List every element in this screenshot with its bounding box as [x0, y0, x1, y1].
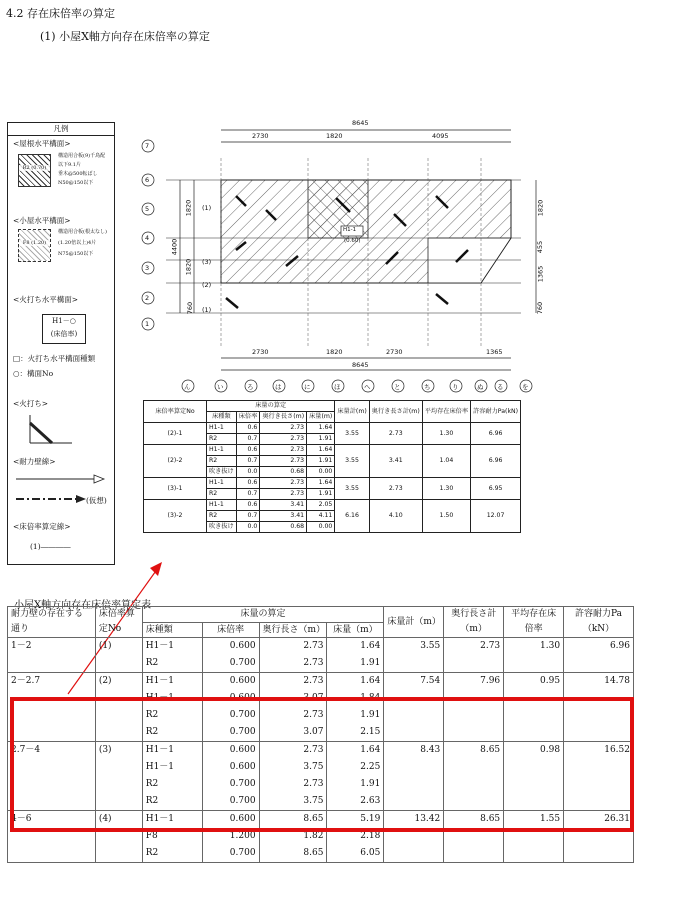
small-cell: 0.68: [260, 522, 307, 533]
big-sub-rate: 床倍率: [202, 622, 259, 638]
big-cell: 2.18: [327, 828, 384, 845]
left-total-dim: 4400: [170, 238, 179, 256]
big-table-caption: 小屋X軸方向存在床倍率算定表: [14, 600, 152, 611]
big-cell: 0.700: [202, 655, 259, 673]
small-cell: 3.55: [335, 478, 369, 500]
roof-hatch-swatch: [18, 154, 51, 187]
right-dim-4: 760: [536, 301, 545, 315]
plan-h-tag-val: (0.60): [344, 238, 361, 244]
big-cell: 16.52: [564, 742, 634, 760]
line-label-2: (2): [202, 281, 212, 289]
small-cell: 0.0: [236, 467, 260, 478]
col-marker-ro: ろ: [247, 383, 254, 391]
small-head-avg: 平均存在床倍率: [422, 401, 470, 423]
roof-spec-3: 垂木@500転ばし: [58, 171, 98, 177]
big-cell: 2.73: [444, 638, 504, 656]
col-marker-ha: は: [275, 383, 282, 391]
table-row: [8, 673, 634, 691]
bottom-dim-2: 1820: [326, 348, 343, 356]
small-cell: 3.41: [260, 511, 307, 522]
virtual-label: (仮想): [86, 496, 107, 505]
subsection-title: (1) 小屋X軸方向存在床倍率の算定: [40, 30, 210, 43]
big-cell: 0.700: [202, 793, 259, 811]
big-cell: H1－1: [142, 759, 202, 776]
small-cell: 4.11: [307, 511, 335, 522]
big-cell: 4－6: [8, 811, 96, 829]
big-cell: 14.78: [564, 673, 634, 691]
big-cell: [95, 655, 142, 673]
big-cell: 2.73: [259, 638, 327, 656]
big-cell: 1.55: [504, 811, 564, 829]
small-cell: 1.64: [307, 478, 335, 489]
table-row: [8, 845, 634, 863]
big-cell: 1.82: [259, 828, 327, 845]
small-cell: H1-1: [207, 478, 237, 489]
legend-roof-label: <屋根水平構面>: [13, 139, 71, 148]
left-dim-1: 1820: [184, 199, 193, 217]
bottom-dim-1: 2730: [252, 348, 269, 356]
big-cell: [95, 845, 142, 863]
line-label-3: (3): [202, 258, 212, 266]
col-marker-ho: ほ: [334, 383, 341, 391]
big-cell: 26.31: [564, 811, 634, 829]
big-cell: R2: [142, 845, 202, 863]
attic-spec-3: N75@150以下: [58, 251, 94, 257]
big-cell: 1.200: [202, 828, 259, 845]
table-row: [8, 638, 634, 656]
hiuchi-icon: [26, 413, 76, 447]
big-cell: R2: [142, 724, 202, 742]
small-cell: 1.64: [307, 423, 335, 434]
line-label-1: (1): [202, 204, 212, 212]
attic-hatch-swatch: [18, 229, 51, 262]
legend-box: [7, 122, 115, 565]
small-group-3-2: [144, 500, 521, 533]
big-cell: 0.600: [202, 673, 259, 691]
big-cell: 2.73: [259, 673, 327, 691]
col-marker-n: ん: [184, 383, 191, 391]
big-cell: 2.73: [259, 655, 327, 673]
legend-title: 凡例: [8, 123, 114, 136]
small-cell: 3.41: [260, 500, 307, 511]
big-cell: 6.05: [327, 845, 384, 863]
big-cell: 5.19: [327, 811, 384, 829]
legend-line-label: <床倍率算定線>: [13, 522, 71, 531]
big-cell: [8, 655, 96, 673]
big-cell: 1.64: [327, 638, 384, 656]
big-cell: 0.600: [202, 638, 259, 656]
small-sub-amount: 床量(m): [307, 412, 335, 423]
small-cell: 0.7: [236, 489, 260, 500]
small-cell: 4.10: [369, 500, 422, 533]
big-cell: 1.91: [327, 707, 384, 724]
fire-note-1: □：火打ち水平構面種類: [13, 354, 96, 363]
small-cell: 2.73: [369, 423, 422, 445]
big-cell: (4): [95, 811, 142, 829]
small-cell: 3.55: [335, 423, 369, 445]
big-head-no: 床倍率算定No: [95, 607, 142, 638]
big-cell: 8.65: [444, 742, 504, 760]
big-cell: [8, 845, 96, 863]
small-cell: 0.6: [236, 423, 260, 434]
small-cell: R2: [207, 456, 237, 467]
big-cell: 1.30: [504, 638, 564, 656]
fire-note-2: ○：構面No: [13, 369, 54, 378]
big-cell: 0.600: [202, 759, 259, 776]
big-head-sum: 床量計（m）: [384, 607, 444, 638]
big-cell: R2: [142, 776, 202, 793]
big-cell: [384, 845, 444, 863]
legend-line-sample: (1)――――: [30, 542, 71, 551]
col-marker-to: と: [394, 383, 401, 391]
floor-plan-labels: [136, 118, 566, 398]
small-cell: R2: [207, 489, 237, 500]
legend-hiuchi-label: <火打ち>: [13, 399, 49, 408]
top-dim-2: 1820: [326, 132, 343, 140]
legend-wall-label: <耐力壁線>: [13, 457, 56, 466]
big-cell: 1.84: [327, 690, 384, 707]
small-cell: (2)-1: [144, 423, 207, 445]
small-cell: 0.7: [236, 456, 260, 467]
big-cell: 2.25: [327, 759, 384, 776]
big-cell: [384, 655, 444, 673]
big-cell: 1.91: [327, 655, 384, 673]
big-cell: 0.700: [202, 724, 259, 742]
big-head-depth: 奥行長さ計（m）: [444, 607, 504, 638]
roof-spec-1: 構造用合板(9)千鳥配: [58, 153, 106, 159]
big-cell: 3.07: [259, 690, 327, 707]
big-cell: 0.95: [504, 673, 564, 691]
big-cell: 7.54: [384, 673, 444, 691]
big-cell: H1－1: [142, 638, 202, 656]
big-cell: 0.700: [202, 845, 259, 863]
small-cell: 1.04: [422, 445, 470, 478]
top-dim-3: 4095: [432, 132, 449, 140]
col-marker-wo: を: [522, 383, 529, 391]
right-dim-3: 1365: [536, 265, 545, 283]
row-marker-7: 7: [145, 142, 150, 150]
big-head-amount: 床量の算定: [142, 607, 384, 623]
big-cell: R2: [142, 655, 202, 673]
small-cell: 吹き抜け: [207, 522, 237, 533]
right-dim-2: 455: [536, 240, 545, 254]
roof-spec-2: 以下9.1片: [58, 162, 81, 168]
big-sub-amount: 床量（m）: [327, 622, 384, 638]
row-marker-1: 1: [145, 320, 150, 328]
attic-spec-2: (1.20倍以上)4片: [58, 240, 97, 246]
small-cell: 6.96: [471, 423, 521, 445]
small-cell: 0.6: [236, 445, 260, 456]
small-cell: 0.00: [307, 522, 335, 533]
legend-attic-label: <小屋水平構面>: [13, 216, 71, 225]
big-cell: 0.600: [202, 811, 259, 829]
small-cell: 6.96: [471, 445, 521, 478]
roof-spec-4: N50@150以下: [58, 180, 94, 186]
big-cell: 2.63: [327, 793, 384, 811]
small-cell: 1.64: [307, 445, 335, 456]
h-tag-box-text: H1－○: [52, 317, 76, 325]
big-cell: H1－1: [142, 811, 202, 829]
small-group-2-1: [144, 423, 521, 445]
small-cell: 3.41: [369, 445, 422, 478]
big-cell: 8.43: [384, 742, 444, 760]
big-cell: 2.73: [259, 707, 327, 724]
small-calc-table: [143, 400, 521, 533]
small-cell: 2.73: [260, 423, 307, 434]
plan-h-tag: H1-1: [343, 227, 357, 233]
big-cell: (1): [95, 638, 142, 656]
small-cell: 6.95: [471, 478, 521, 500]
big-cell: 1.91: [327, 776, 384, 793]
small-head-depth: 奥行き長さ計(m): [369, 401, 422, 423]
big-cell: [504, 845, 564, 863]
small-cell: 3.55: [335, 445, 369, 478]
small-cell: 2.05: [307, 500, 335, 511]
row-marker-2: 2: [145, 294, 150, 302]
big-cell: R2: [142, 707, 202, 724]
small-cell: R2: [207, 434, 237, 445]
big-cell: (3): [95, 742, 142, 760]
small-cell: 0.00: [307, 467, 335, 478]
small-cell: 2.73: [260, 434, 307, 445]
big-cell: 2.73: [259, 776, 327, 793]
row-marker-4: 4: [145, 234, 150, 242]
small-group-3-1: [144, 478, 521, 500]
attic-swatch-label: F8 (1.20): [19, 240, 50, 246]
big-cell: 3.55: [384, 638, 444, 656]
small-cell: H1-1: [207, 445, 237, 456]
big-cell: 2.15: [327, 724, 384, 742]
big-cell: 3.75: [259, 793, 327, 811]
col-marker-ni: に: [304, 383, 311, 391]
row-marker-6: 6: [145, 176, 150, 184]
left-dim-3: 760: [186, 301, 195, 315]
big-cell: H1－1: [142, 673, 202, 691]
big-cell: 0.700: [202, 707, 259, 724]
small-cell: 吹き抜け: [207, 467, 237, 478]
big-cell: [564, 655, 634, 673]
big-cell: 2.73: [259, 742, 327, 760]
row-marker-5: 5: [145, 205, 150, 213]
small-cell: 2.73: [260, 445, 307, 456]
top-total-dim: 8645: [352, 119, 369, 127]
big-cell: F8: [142, 828, 202, 845]
small-cell: 0.6: [236, 500, 260, 511]
bottom-dim-3: 2730: [386, 348, 403, 356]
small-cell: 0.68: [260, 467, 307, 478]
red-highlight-box: [10, 697, 634, 832]
bottom-dim-4: 1365: [486, 348, 503, 356]
small-cell: (2)-2: [144, 445, 207, 478]
big-cell: 0.98: [504, 742, 564, 760]
big-cell: [504, 655, 564, 673]
small-cell: 1.30: [422, 478, 470, 500]
top-dim-1: 2730: [252, 132, 269, 140]
big-cell: 8.65: [259, 811, 327, 829]
small-sub-depth: 奥行き長さ(m): [260, 412, 307, 423]
small-cell: 1.91: [307, 489, 335, 500]
small-cell: 1.50: [422, 500, 470, 533]
small-cell: 0.0: [236, 522, 260, 533]
small-head-sum: 床量計(m): [335, 401, 369, 423]
big-cell: 2.7－4: [8, 742, 96, 760]
line-label-1b: (1): [202, 306, 212, 314]
right-dim-1: 1820: [536, 199, 545, 217]
small-head-pa: 許容耐力Pa(kN): [471, 401, 521, 423]
attic-spec-1: 構造用合板(根太なし): [58, 229, 107, 235]
big-cell: 1.64: [327, 742, 384, 760]
big-cell: 2－2.7: [8, 673, 96, 691]
col-marker-ru: る: [497, 383, 504, 391]
col-marker-he: へ: [364, 383, 371, 391]
col-marker-ri: り: [452, 383, 459, 391]
big-cell: [444, 845, 504, 863]
small-sub-rate: 床倍率: [236, 412, 260, 423]
col-marker-chi: ち: [424, 383, 431, 391]
small-cell: 2.73: [369, 478, 422, 500]
small-head-no: 床倍率算定No: [144, 401, 207, 423]
small-cell: 0.7: [236, 511, 260, 522]
row-marker-3: 3: [145, 264, 150, 272]
bottom-total-dim: 8645: [352, 361, 369, 369]
h-tag-box: [42, 314, 86, 344]
small-cell: 2.73: [260, 489, 307, 500]
big-cell: [564, 845, 634, 863]
big-cell: 8.65: [259, 845, 327, 863]
big-cell: 7.96: [444, 673, 504, 691]
small-cell: 1.30: [422, 423, 470, 445]
small-sub-type: 床種類: [207, 412, 237, 423]
big-head-avg: 平均存在床倍率: [504, 607, 564, 638]
small-cell: (3)-2: [144, 500, 207, 533]
big-cell: H1－1: [142, 690, 202, 707]
small-cell: 2.73: [260, 478, 307, 489]
big-cell: 6.96: [564, 638, 634, 656]
big-cell: [444, 655, 504, 673]
big-cell: 13.42: [384, 811, 444, 829]
big-cell: 3.75: [259, 759, 327, 776]
big-head-pa: 許容耐力Pa（kN）: [564, 607, 634, 638]
small-cell: 0.6: [236, 478, 260, 489]
small-group-2-2: [144, 445, 521, 478]
col-marker-nu: ぬ: [477, 383, 484, 391]
col-marker-i: い: [217, 383, 224, 391]
small-cell: H1-1: [207, 423, 237, 434]
small-head-amount: 床量の算定: [207, 401, 335, 412]
roof-swatch-label: R2 (0.70): [19, 165, 50, 171]
small-cell: 12.07: [471, 500, 521, 533]
small-cell: R2: [207, 511, 237, 522]
small-cell: 2.73: [260, 456, 307, 467]
section-title: 4.2 存在床倍率の算定: [6, 7, 115, 20]
small-cell: 1.91: [307, 434, 335, 445]
big-head-line: 耐力壁の存在する通り: [8, 607, 96, 638]
big-cell: 0.700: [202, 776, 259, 793]
big-cell: 1.64: [327, 673, 384, 691]
big-cell: 0.600: [202, 690, 259, 707]
legend-fire-label: <火打ち水平構面>: [13, 295, 79, 304]
small-cell: 0.7: [236, 434, 260, 445]
big-cell: (2): [95, 673, 142, 691]
h-tag-box-sub: (床倍率): [50, 330, 78, 338]
big-cell: 8.65: [444, 811, 504, 829]
left-dim-2: 1820: [184, 258, 193, 276]
table-row: [8, 655, 634, 673]
small-cell: H1-1: [207, 500, 237, 511]
big-cell: H1－1: [142, 742, 202, 760]
big-cell: 3.07: [259, 724, 327, 742]
big-cell: 0.600: [202, 742, 259, 760]
big-sub-depth: 奥行長さ（m）: [259, 622, 327, 638]
big-cell: 1－2: [8, 638, 96, 656]
big-cell: R2: [142, 793, 202, 811]
small-cell: (3)-1: [144, 478, 207, 500]
small-cell: 6.16: [335, 500, 369, 533]
small-cell: 1.91: [307, 456, 335, 467]
big-sub-type: 床種類: [142, 622, 202, 638]
